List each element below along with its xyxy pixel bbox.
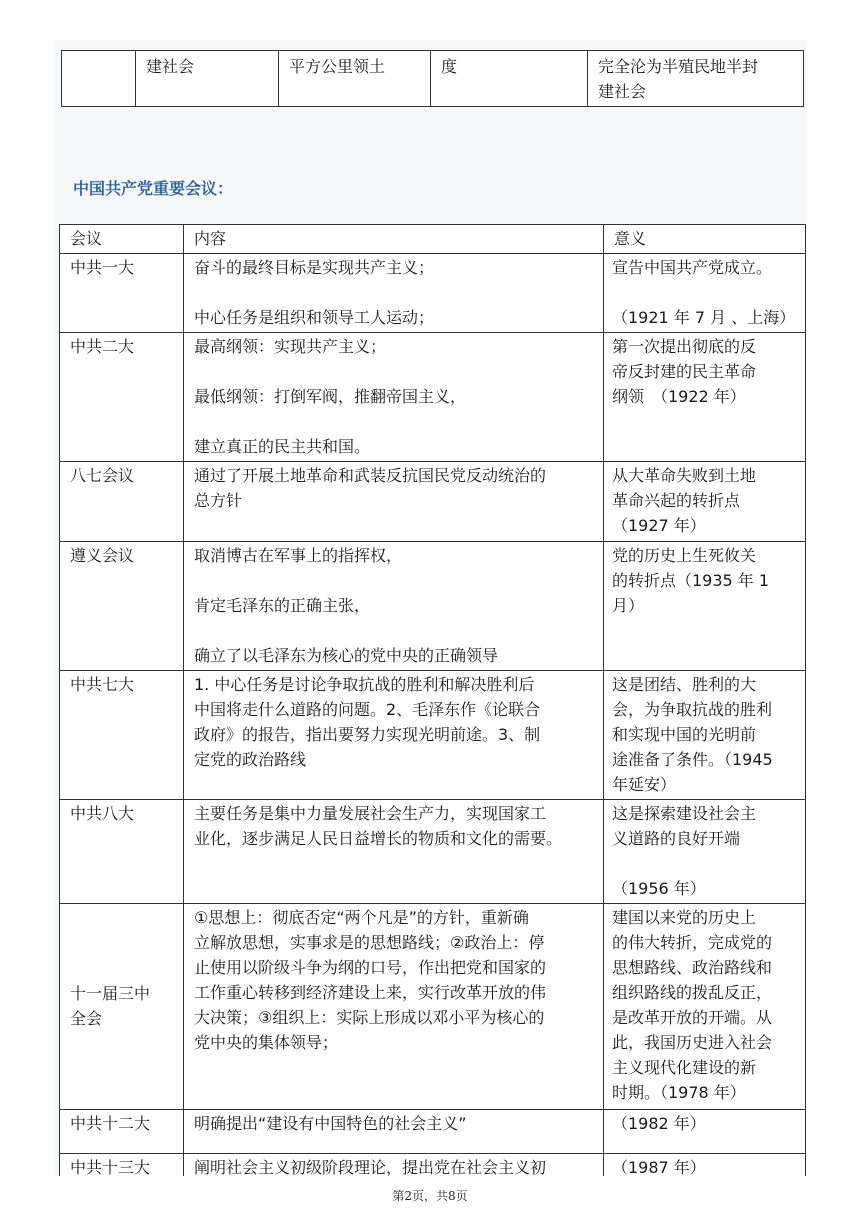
table-row <box>60 254 806 333</box>
page-number: 第2页，共8页 <box>392 1189 468 1203</box>
meeting-content: 1. 中心任务是讨论争取抗战的胜利和解决胜利后 中国将走什么道路的问题。2、毛泽东作《论联合 政府》的报告，指出要努力实现光明前途。3、制 定党的政治路线 <box>184 671 604 800</box>
meeting-content: 最高纲领：实现共产主义； 最低纲领：打倒军阀，推翻帝国主义， 建立真正的民主共和国。 <box>184 333 604 462</box>
meeting-content: ①思想上：彻底否定“两个凡是”的方针，重新确 立解放思想，实事求是的思想路线；②政治上：停 止使用以阶级斗争为纲的口号，作出把党和国家的 工作重心转移到经济建设上来，实行改革开放的伟 大决策；③组织上：实际上形成以邓小平为核心的 党中央的集体领导； <box>184 904 604 1110</box>
table-header-row <box>60 225 806 254</box>
meeting-name: 中共十二大 <box>60 1110 184 1154</box>
meeting-significance: （1982 年） <box>604 1110 806 1154</box>
meetings-table <box>59 224 806 1176</box>
table-cell: 平方公里领土 <box>279 51 431 107</box>
meeting-content: 取消博古在军事上的指挥权， 肯定毛泽东的正确主张， 确立了以毛泽东为核心的党中央的正确领导 <box>184 542 604 671</box>
meeting-significance: 党的历史上生死攸关 的转折点（1935 年 1 月） <box>604 542 806 671</box>
table-cell <box>62 51 136 107</box>
table-row <box>60 1110 806 1154</box>
meeting-content: 通过了开展土地革命和武装反抗国民党反动统治的 总方针 <box>184 462 604 542</box>
meeting-name: 中共八大 <box>60 800 184 904</box>
table-row <box>60 904 806 1110</box>
previous-table-tail <box>61 50 804 107</box>
table-cell: 度 <box>431 51 588 107</box>
document-page <box>53 40 807 1176</box>
meeting-name: 中共十三大 <box>60 1154 184 1177</box>
meeting-content: 明确提出“建设有中国特色的社会主义” <box>184 1110 604 1154</box>
column-header-meeting: 会议 <box>60 225 184 254</box>
meeting-content: 主要任务是集中力量发展社会生产力，实现国家工 业化，逐步满足人民日益增长的物质和文化的需要。 <box>184 800 604 904</box>
meeting-name: 中共二大 <box>60 333 184 462</box>
meeting-significance: 第一次提出彻底的反 帝反封建的民主革命 纲领 （1922 年） <box>604 333 806 462</box>
table-row <box>60 1154 806 1177</box>
section-title: 中国共产党重要会议： <box>73 179 234 198</box>
column-header-significance: 意义 <box>604 225 806 254</box>
table-cell: 完全沦为半殖民地半封 建社会 <box>588 51 804 107</box>
table-row <box>60 542 806 671</box>
meeting-name: 中共一大 <box>60 254 184 333</box>
meeting-significance: 这是团结、胜利的大 会，为争取抗战的胜利 和实现中国的光明前 途准备了条件。（1945 年延安） <box>604 671 806 800</box>
meeting-content: 奋斗的最终目标是实现共产主义； 中心任务是组织和领导工人运动； <box>184 254 604 333</box>
table-row <box>60 462 806 542</box>
column-header-content: 内容 <box>184 225 604 254</box>
meeting-name: 遵义会议 <box>60 542 184 671</box>
meeting-name: 八七会议 <box>60 462 184 542</box>
meeting-name: 十一届三中 全会 <box>60 904 184 1110</box>
table-row <box>60 800 806 904</box>
meeting-significance: （1987 年） <box>604 1154 806 1177</box>
table-cell: 建社会 <box>136 51 279 107</box>
table-row <box>60 671 806 800</box>
table-row <box>60 333 806 462</box>
meeting-significance: 建国以来党的历史上 的伟大转折，完成党的 思想路线、政治路线和 组织路线的拨乱反正， 是改革开放的开端。从 此，我国历史进入社会 主义现代化建设的新 时期。（1978 年） <box>604 904 806 1110</box>
meeting-significance: 宣告中国共产党成立。 （1921 年 7 月 、上海） <box>604 254 806 333</box>
table-row <box>62 51 804 107</box>
meeting-name: 中共七大 <box>60 671 184 800</box>
meeting-significance: 从大革命失败到土地 革命兴起的转折点 （1927 年） <box>604 462 806 542</box>
meeting-significance: 这是探索建设社会主 义道路的良好开端 （1956 年） <box>604 800 806 904</box>
meeting-content: 阐明社会主义初级阶段理论，提出党在社会主义初 <box>184 1154 604 1177</box>
